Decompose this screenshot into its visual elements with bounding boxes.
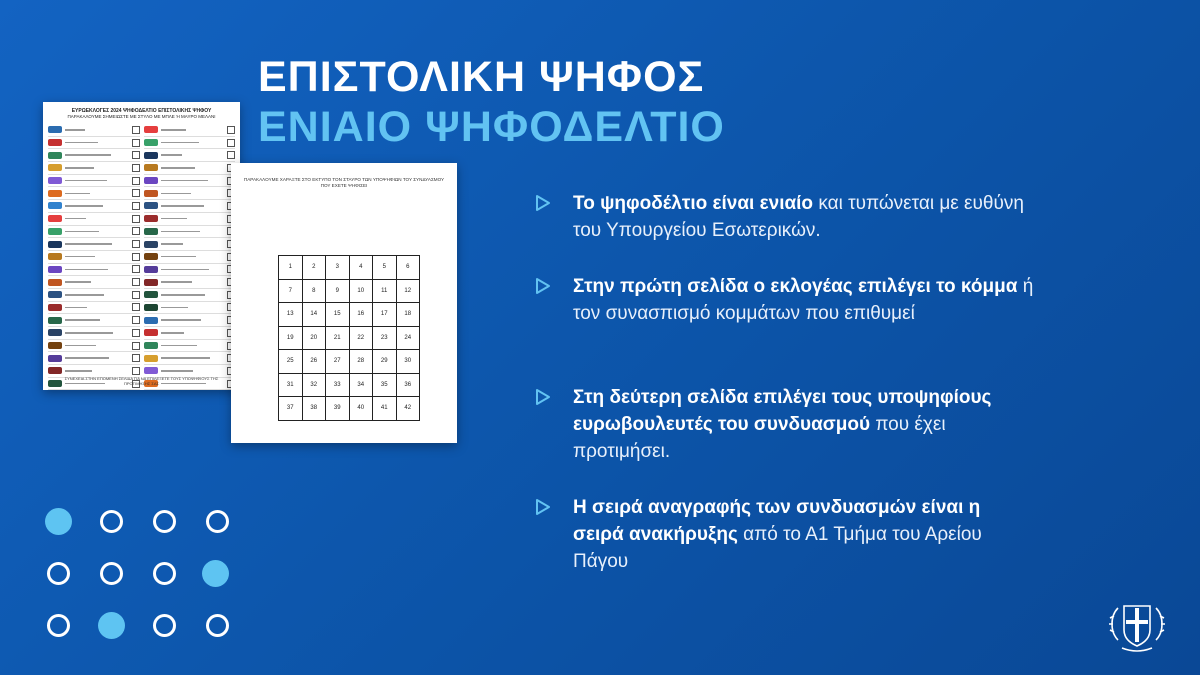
candidate-number-cell: 11 [373, 280, 397, 304]
party-row [144, 264, 236, 277]
dot-outline [100, 562, 123, 585]
candidate-number-cell: 10 [350, 280, 374, 304]
party-checkbox [227, 139, 235, 147]
party-row [48, 327, 140, 340]
bullet-bold: Στην πρώτη σελίδα ο εκλογέας επιλέγει το κόμμα [573, 276, 1018, 297]
candidate-number-cell: 40 [350, 397, 374, 421]
party-column-left [48, 124, 140, 390]
bullet-item [535, 384, 1035, 465]
party-logo-icon [48, 279, 62, 286]
party-logo-icon [144, 202, 158, 209]
candidate-number-cell: 31 [279, 374, 303, 398]
dot-outline [47, 614, 70, 637]
party-name-line [161, 231, 200, 233]
party-name-line [65, 231, 99, 233]
candidate-number-cell: 17 [373, 303, 397, 327]
dot-filled [202, 560, 229, 587]
bullet-bold: Το ψηφοδέλτιο είναι ενιαίο [573, 193, 814, 214]
party-name-line [161, 269, 209, 271]
candidate-number-cell: 12 [397, 280, 421, 304]
triangle-outline-icon [535, 277, 551, 295]
party-logo-icon [144, 126, 158, 133]
party-row [48, 340, 140, 353]
party-logo-icon [48, 266, 62, 273]
ballot-one-footer: ΣΥΝΕΧΕΙΑ ΣΤΗΝ ΕΠΟΜΕΝΗ ΣΕΛΙΔΑ ΓΙΑ ΝΑ ΕΠΙΛΕΞΕΤΕ ΤΟΥΣ ΥΠΟΨΗΦΙΟΥΣ ΤΗΣ ΠΡΟΤΙΜΗΣΗΣ ΣΑΣ [64, 376, 219, 386]
bullet-text [573, 494, 1035, 575]
candidate-number-cell: 32 [303, 374, 327, 398]
party-row [144, 162, 236, 175]
party-name-line [161, 345, 197, 347]
party-row [48, 149, 140, 162]
candidate-number-cell: 39 [326, 397, 350, 421]
party-logo-icon [48, 355, 62, 362]
bullet-bold: Στη δεύτερη σελίδα επιλέγει τους υποψηφίους ευρωβουλευτές του συνδυασμού [573, 387, 992, 435]
party-name-line [65, 180, 107, 182]
party-checkbox [132, 278, 140, 286]
party-checkbox [132, 253, 140, 261]
party-name-line [161, 193, 191, 195]
candidate-number-cell: 37 [279, 397, 303, 421]
party-name-line [65, 218, 86, 220]
candidate-number-cell: 27 [326, 350, 350, 374]
party-name-line [65, 167, 94, 169]
party-row [144, 226, 236, 239]
candidate-number-cell: 4 [350, 256, 374, 280]
party-name-line [161, 256, 196, 258]
ballot-page-one [43, 102, 240, 390]
party-row [144, 175, 236, 188]
party-row [48, 175, 140, 188]
party-name-line [65, 269, 108, 271]
candidate-number-cell: 7 [279, 280, 303, 304]
party-row [48, 187, 140, 200]
candidate-number-cell: 28 [350, 350, 374, 374]
party-checkbox [132, 303, 140, 311]
party-logo-icon [144, 241, 158, 248]
party-list [48, 124, 235, 390]
ballot-one-subheading: ΠΑΡΑΚΑΛΟΥΜΕ ΣΗΜΕΙΩΣΤΕ ΜΕ ΣΤΥΛΟ ΜΕ ΜΠΛΕ Ή ΜΑΥΡΟ ΜΕΛΑΝΙ [67, 114, 216, 119]
party-name-line [65, 281, 91, 283]
party-row [144, 276, 236, 289]
candidate-number-cell: 1 [279, 256, 303, 280]
dot-outline [47, 562, 70, 585]
bullet-item [535, 273, 1035, 327]
party-logo-icon [48, 342, 62, 349]
party-name-line [161, 205, 204, 207]
party-logo-icon [48, 241, 62, 248]
candidate-number-cell: 5 [373, 256, 397, 280]
bullet-rest: που έχει προτιμήσει. [573, 414, 946, 462]
candidate-number-cell: 15 [326, 303, 350, 327]
candidate-number-cell: 6 [397, 256, 421, 280]
party-logo-icon [48, 190, 62, 197]
candidate-number-cell: 25 [279, 350, 303, 374]
candidate-number-grid [278, 255, 420, 421]
candidate-number-cell: 34 [350, 374, 374, 398]
party-checkbox [227, 151, 235, 159]
triangle-outline-icon [535, 388, 551, 406]
party-name-line [161, 218, 187, 220]
party-checkbox [132, 164, 140, 172]
party-checkbox [132, 316, 140, 324]
party-checkbox [132, 227, 140, 235]
party-name-line [65, 370, 92, 372]
party-logo-icon [144, 329, 158, 336]
candidate-number-cell: 3 [326, 256, 350, 280]
party-logo-icon [144, 355, 158, 362]
party-row [144, 187, 236, 200]
bullet-text [573, 384, 1035, 465]
party-logo-icon [144, 215, 158, 222]
party-column-right [144, 124, 236, 390]
party-row [48, 238, 140, 251]
party-name-line [161, 167, 195, 169]
candidate-number-cell: 20 [303, 327, 327, 351]
party-name-line [161, 294, 205, 296]
candidate-number-cell: 29 [373, 350, 397, 374]
party-logo-icon [144, 367, 158, 374]
bullet-rest: και τυπώνεται με ευθύνη του Υπουργείου Εσωτερικών. [573, 193, 1024, 241]
party-row [144, 200, 236, 213]
party-name-line [65, 129, 85, 131]
decorative-dot-grid [45, 508, 233, 640]
candidate-number-cell: 9 [326, 280, 350, 304]
party-name-line [65, 294, 104, 296]
ballot-two-instructions: ΠΑΡΑΚΑΛΟΥΜΕ ΧΑΡΑΞΤΕ ΣΤΟ ΕΚΤΥΠΟ ΤΟΝ ΣΤΑΥΡΟ ΤΩΝ ΥΠΟΨΗΦΙΩΝ ΤΟΥ ΣΥΝΔΥΑΣΜΟΥ ΠΟΥ ΕΧΕΤΕ ΨΗΦΙΣΕΙ [243, 177, 445, 188]
dot-outline [153, 510, 176, 533]
party-row [144, 302, 236, 315]
candidate-number-cell: 36 [397, 374, 421, 398]
candidate-number-cell: 24 [397, 327, 421, 351]
party-logo-icon [48, 164, 62, 171]
party-logo-icon [144, 139, 158, 146]
page-title [258, 52, 725, 152]
party-name-line [65, 193, 90, 195]
candidate-number-cell: 26 [303, 350, 327, 374]
party-row [144, 149, 236, 162]
party-checkbox [132, 291, 140, 299]
party-logo-icon [144, 291, 158, 298]
candidate-number-cell: 38 [303, 397, 327, 421]
party-name-line [161, 281, 192, 283]
party-name-line [65, 319, 100, 321]
party-logo-icon [144, 317, 158, 324]
dot-outline [153, 562, 176, 585]
party-logo-icon [48, 139, 62, 146]
party-logo-icon [48, 329, 62, 336]
candidate-number-cell: 2 [303, 256, 327, 280]
party-name-line [161, 142, 199, 144]
title-line-1: ΕΠΙΣΤΟΛΙΚΗ ΨΗΦΟΣ [258, 53, 705, 101]
bullet-bold: Η σειρά αναγραφής των συνδυασμών είναι η σειρά ανακήρυξης [573, 497, 981, 545]
triangle-outline-icon [535, 194, 551, 212]
party-name-line [65, 332, 113, 334]
party-checkbox [132, 202, 140, 210]
party-logo-icon [48, 152, 62, 159]
party-row [48, 352, 140, 365]
party-logo-icon [144, 164, 158, 171]
bullet-rest: από το Α1 Τμήμα του Αρείου Πάγου [573, 524, 982, 572]
party-checkbox [132, 151, 140, 159]
candidate-number-cell: 30 [397, 350, 421, 374]
party-logo-icon [48, 177, 62, 184]
party-checkbox [132, 215, 140, 223]
greek-coat-of-arms-icon [1104, 592, 1170, 658]
party-name-line [161, 129, 186, 131]
party-name-line [161, 319, 201, 321]
candidate-number-cell: 23 [373, 327, 397, 351]
party-name-line [161, 180, 208, 182]
party-logo-icon [48, 304, 62, 311]
party-row [144, 213, 236, 226]
party-row [144, 289, 236, 302]
party-checkbox [132, 367, 140, 375]
party-name-line [161, 243, 183, 245]
party-checkbox [132, 354, 140, 362]
party-row [48, 302, 140, 315]
party-logo-icon [144, 342, 158, 349]
candidate-number-cell: 18 [397, 303, 421, 327]
party-row [144, 238, 236, 251]
party-row [144, 124, 236, 137]
party-logo-icon [144, 304, 158, 311]
party-row [48, 264, 140, 277]
party-row [48, 289, 140, 302]
party-checkbox [132, 240, 140, 248]
dot-outline [206, 614, 229, 637]
bullet-item [535, 190, 1035, 244]
party-logo-icon [144, 177, 158, 184]
party-checkbox [227, 126, 235, 134]
candidate-number-cell: 42 [397, 397, 421, 421]
bullet-item [535, 494, 1035, 575]
party-logo-icon [144, 253, 158, 260]
bullet-text [573, 190, 1035, 244]
party-name-line [161, 154, 182, 156]
dot-filled [98, 612, 125, 639]
party-row [144, 327, 236, 340]
party-logo-icon [48, 367, 62, 374]
candidate-number-cell: 8 [303, 280, 327, 304]
candidate-number-cell: 13 [279, 303, 303, 327]
bullet-rest: ή τον συνασπισμό κομμάτων που επιθυμεί [573, 276, 1034, 324]
party-row [48, 226, 140, 239]
party-row [144, 340, 236, 353]
party-row [48, 124, 140, 137]
dot-outline [153, 614, 176, 637]
party-row [144, 137, 236, 150]
party-name-line [161, 370, 193, 372]
party-checkbox [132, 177, 140, 185]
candidate-number-cell: 33 [326, 374, 350, 398]
party-logo-icon [48, 291, 62, 298]
party-name-line [65, 345, 96, 347]
party-logo-icon [144, 279, 158, 286]
party-row [48, 200, 140, 213]
ballot-one-header [43, 102, 240, 120]
party-logo-icon [48, 228, 62, 235]
party-name-line [161, 307, 188, 309]
party-row [48, 251, 140, 264]
party-checkbox [132, 189, 140, 197]
party-logo-icon [48, 253, 62, 260]
candidate-number-cell: 14 [303, 303, 327, 327]
title-line-2: ΕΝΙΑΙΟ ΨΗΦΟΔΕΛΤΙΟ [258, 103, 725, 151]
party-name-line [161, 332, 184, 334]
party-checkbox [132, 265, 140, 273]
party-row [48, 314, 140, 327]
party-row [48, 276, 140, 289]
candidate-number-cell: 22 [350, 327, 374, 351]
party-logo-icon [144, 190, 158, 197]
party-logo-icon [48, 126, 62, 133]
party-name-line [65, 154, 111, 156]
party-logo-icon [144, 228, 158, 235]
candidate-number-cell: 19 [279, 327, 303, 351]
candidate-number-cell: 41 [373, 397, 397, 421]
party-logo-icon [144, 152, 158, 159]
party-name-line [161, 357, 210, 359]
party-row [144, 352, 236, 365]
party-logo-icon [48, 202, 62, 209]
dot-outline [100, 510, 123, 533]
party-name-line [65, 256, 95, 258]
party-checkbox [132, 329, 140, 337]
triangle-outline-icon [535, 498, 551, 516]
bullet-text [573, 273, 1035, 327]
dot-filled [45, 508, 72, 535]
candidate-number-cell: 35 [373, 374, 397, 398]
party-name-line [65, 142, 98, 144]
party-name-line [65, 307, 87, 309]
party-name-line [65, 205, 103, 207]
candidate-number-cell: 16 [350, 303, 374, 327]
party-row [48, 137, 140, 150]
candidate-number-cell: 21 [326, 327, 350, 351]
party-name-line [65, 357, 109, 359]
party-checkbox [132, 139, 140, 147]
ballot-page-two [231, 163, 457, 443]
party-row [144, 251, 236, 264]
party-row [48, 162, 140, 175]
ballot-one-heading: ΕΥΡΩΕΚΛΟΓΕΣ 2024 ΨΗΦΟΔΕΛΤΙΟ ΕΠΙΣΤΟΛΙΚΗΣ ΨΗΦΟΥ [71, 108, 212, 114]
party-checkbox [132, 342, 140, 350]
party-row [144, 314, 236, 327]
party-name-line [65, 243, 112, 245]
party-logo-icon [48, 317, 62, 324]
party-row [48, 213, 140, 226]
party-checkbox [132, 126, 140, 134]
party-logo-icon [144, 266, 158, 273]
dot-outline [206, 510, 229, 533]
party-logo-icon [48, 215, 62, 222]
